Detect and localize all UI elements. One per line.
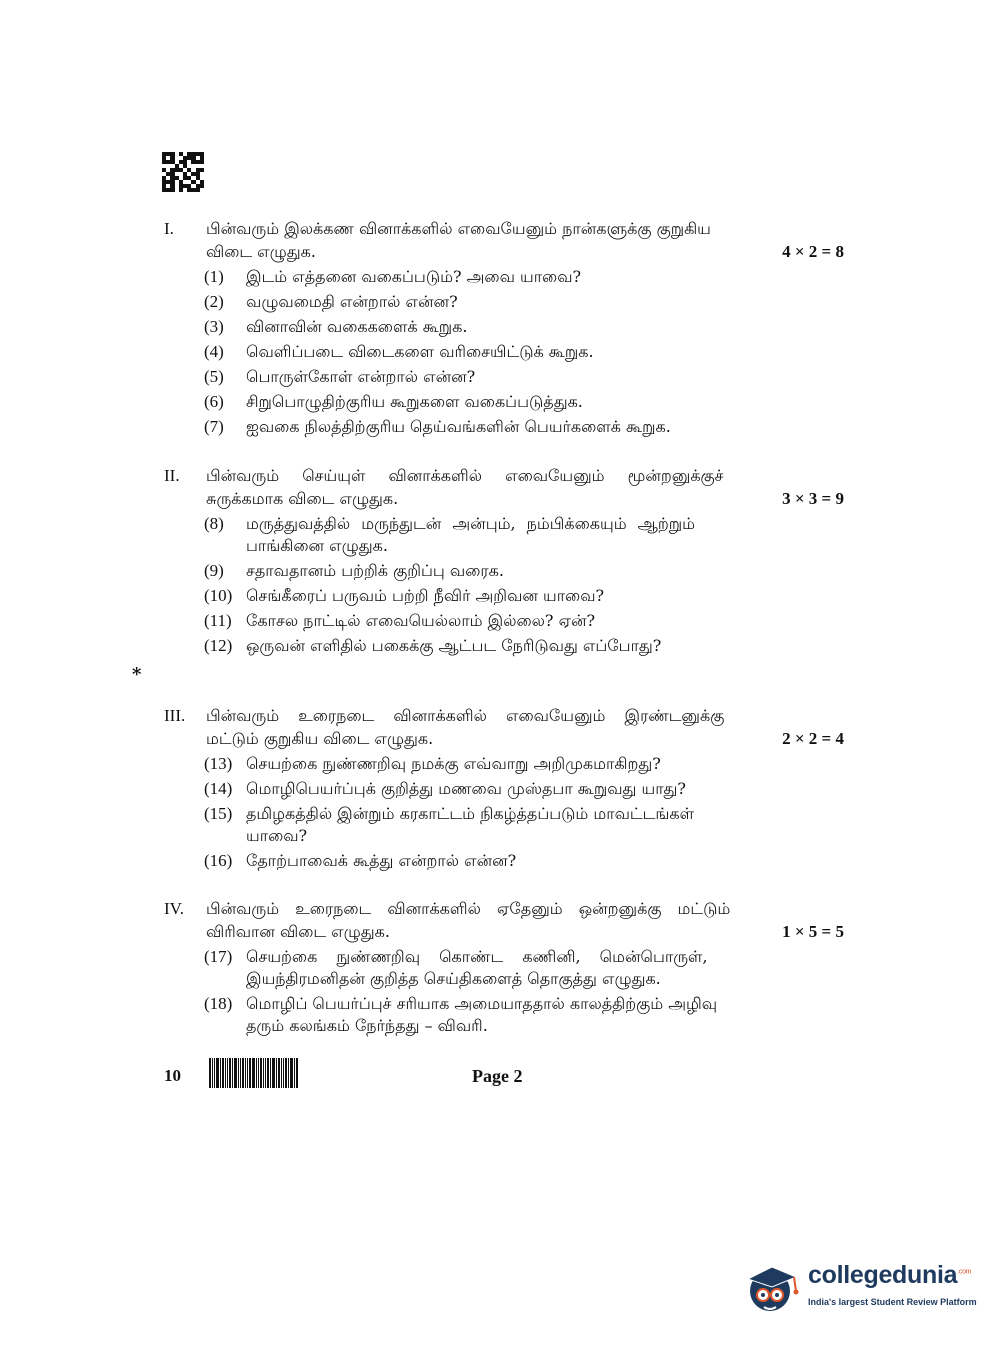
question-number: (3) (204, 317, 224, 336)
question-number: (2) (204, 292, 224, 311)
question-number: (6) (204, 392, 224, 411)
question-text: தமிழகத்தில் இன்றும் கரகாட்டம் நிகழ்த்தப்படும் மாவட்டங்கள் (246, 804, 695, 823)
question-text: செங்கீரைப் பருவம் பற்றி நீவிர் அறிவன யாவை? (246, 586, 605, 605)
section-header (164, 464, 844, 510)
question-number: (5) (204, 367, 224, 386)
question (164, 993, 844, 1037)
section-marks: 4 × 2 = 8 (782, 242, 844, 261)
brand-tagline: India's largest Student Review Platform (808, 1297, 977, 1307)
question (164, 366, 844, 388)
question-number: (18) (204, 994, 233, 1013)
question (164, 803, 844, 847)
question (164, 610, 844, 632)
question-text: மருத்துவத்தில் மருந்துடன் அன்பும், நம்பிக்கையும் ஆற்றும் (246, 514, 696, 533)
question-number: (16) (204, 851, 233, 870)
question-number: (1) (204, 267, 224, 286)
question-text: கோசல நாட்டில் எவையெல்லாம் இல்லை? ஏன்? (246, 611, 596, 630)
section-1 (164, 217, 844, 438)
question (164, 753, 844, 775)
section-roman-numeral: IV. (164, 899, 184, 918)
question (164, 416, 844, 438)
question (164, 560, 844, 582)
section-instruction: விரிவான விடை எழுதுக. (206, 922, 390, 941)
section-instruction: பின்வரும் இலக்கண வினாக்களில் எவையேனும் நான்களுக்கு குறுகிய (206, 219, 711, 238)
brand-name (808, 1261, 971, 1290)
question-number: (12) (204, 636, 233, 655)
question-number: (10) (204, 586, 233, 605)
question-number: (17) (204, 947, 233, 966)
section-header (164, 897, 844, 943)
question (164, 316, 844, 338)
section-marks: 2 × 2 = 4 (782, 729, 844, 748)
question-text: இடம் எத்தனை வகைப்படும்? அவை யாவை? (246, 267, 582, 286)
question (164, 946, 844, 990)
question-text: ஐவகை நிலத்திற்குரிய தெய்வங்களின் பெயர்களைக் கூறுக. (246, 417, 671, 436)
section-3 (164, 704, 844, 872)
section-marks: 1 × 5 = 5 (782, 922, 844, 941)
question-text: செயற்கை நுண்ணறிவு நமக்கு எவ்வாறு அறிமுகமாகிறது? (246, 754, 661, 773)
question-number: (9) (204, 561, 224, 580)
question-number: (4) (204, 342, 224, 361)
question-number: (15) (204, 804, 233, 823)
paper-code: 10 (164, 1066, 181, 1085)
question-text: இயந்திரமனிதன் குறித்த செய்திகளைத் தொகுத்து எழுதுக. (246, 969, 661, 988)
question (164, 635, 844, 657)
question-text: சதாவதானம் பற்றிக் குறிப்பு வரைக. (246, 561, 504, 580)
section-4 (164, 897, 844, 1037)
section-header (164, 217, 844, 263)
section-roman-numeral: II. (164, 466, 180, 485)
question-text: மொழிபெயர்ப்புக் குறித்து மணவை முஸ்தபா கூறுவது யாது? (246, 779, 687, 798)
question-text: தரும் கலங்கம் நேர்ந்தது – விவரி. (246, 1016, 488, 1035)
page-number: Page 2 (472, 1066, 523, 1086)
brand-text: collegedunia (808, 1261, 958, 1289)
question-number: (14) (204, 779, 233, 798)
section-marks: 3 × 3 = 9 (782, 489, 844, 508)
brand-suffix: .com (957, 1268, 972, 1276)
mascot-icon (742, 1255, 804, 1317)
question-text: வெளிப்படை விடைகளை வரிசையிட்டுக் கூறுக. (246, 342, 594, 361)
question-number: (7) (204, 417, 224, 436)
question-text: செயற்கை நுண்ணறிவு கொண்ட கணினி, மென்பொருள், (246, 947, 708, 966)
question (164, 391, 844, 413)
section-instruction: சுருக்கமாக விடை எழுதுக. (206, 489, 399, 508)
question-text: பொருள்கோள் என்றால் என்ன? (246, 367, 476, 386)
question-text: யாவை? (246, 826, 308, 845)
margin-asterisk: * (132, 664, 142, 685)
question-number: (8) (204, 514, 224, 533)
question-text: ஒருவன் எளிதில் பகைக்கு ஆட்பட நேரிடுவது எப்போது? (246, 636, 662, 655)
question (164, 850, 844, 872)
question (164, 291, 844, 313)
section-roman-numeral: III. (164, 706, 186, 725)
question (164, 266, 844, 288)
question (164, 585, 844, 607)
section-instruction: விடை எழுதுக. (206, 242, 316, 261)
section-roman-numeral: I. (164, 219, 174, 238)
section-instruction: மட்டும் குறுகிய விடை எழுதுக. (206, 729, 434, 748)
question-text: மொழிப் பெயர்ப்புச் சரியாக அமையாததால் காலத்திற்கும் அழிவு (246, 994, 718, 1013)
section-instruction: பின்வரும் உரைநடை வினாக்களில் ஏதேனும் ஒன்றனுக்கு மட்டும் (206, 899, 731, 918)
question (164, 513, 844, 557)
question-text: வினாவின் வகைகளைக் கூறுக. (246, 317, 468, 336)
qr-code (162, 152, 204, 192)
question-text: வழுவமைதி என்றால் என்ன? (246, 292, 458, 311)
question-text: சிறுபொழுதிற்குரிய கூறுகளை வகைப்படுத்துக. (246, 392, 583, 411)
question (164, 341, 844, 363)
question-text: தோற்பாவைக் கூத்து என்றால் என்ன? (246, 851, 517, 870)
section-2 (164, 464, 844, 657)
barcode (209, 1058, 323, 1088)
collegedunia-logo (742, 1255, 977, 1317)
question-number: (13) (204, 754, 233, 773)
section-instruction: பின்வரும் செய்யுள் வினாக்களில் எவையேனும் மூன்றனுக்குச் (206, 466, 724, 485)
question-number: (11) (204, 611, 232, 630)
section-header (164, 704, 844, 750)
section-instruction: பின்வரும் உரைநடை வினாக்களில் எவையேனும் இரண்டனுக்கு (206, 706, 725, 725)
question-text: பாங்கினை எழுதுக. (246, 536, 388, 555)
question (164, 778, 844, 800)
